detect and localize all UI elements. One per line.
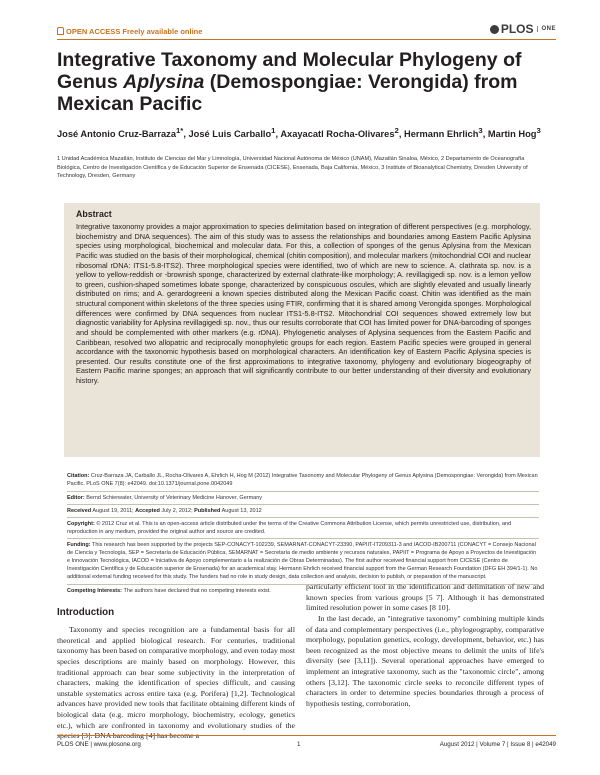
funding-text: This research has been supported by the projects SEP-CONACYT-102239, SEMARNAT-CONACYT-23390, PAPIIT-IT209311-3 and IACOD-IB200711 (CONACYT = Consejo Nacional de Ciencia y Tecnología, SEP = Secretaría de Educación Pública, SEMARNAT = Secretaría de medio ambiente y recursos naturales, PAPIIT = Programa de Apoyo a Proyectos de Investigación e Innovación Tecnológica, IACOD = Iniciativa de Apoyo complementario a la realización de Obras Determinadas). The first author received financial support from CICESE (Centro de Investigación Científica y de Educación superior de Ensenada) for an academical stay. Hermann Ehrlich received financial support from the German Research Foundation (DFG EH 394/1-1). No additional external funding received for this study. The funders had no role in study design, data collection and analysis, decision to publish, or preparation of the manuscript. bbox=[67, 542, 538, 580]
journal-logo[interactable] bbox=[490, 22, 556, 36]
author-affil-mark: 2 bbox=[394, 126, 399, 135]
title-genus: Aplysina bbox=[123, 71, 205, 93]
intro-col2-paragraph-2: In the last decade, an "integrative taxonomy" combining multiple kinds of data and complementary perspectives (i.e., phylogeography, comparative morphology, population genetics, ecology, development, behavior, etc.) has been recognized as the most objective means to delimit the units of life's diversity (see [3,11]). Several operational approaches have emerged to implement an integrative taxonomy, such as the "taxonomic circle", among others [3,12]. The taxonomic circle seeks to reconcile different types of characters in order to determine species boundaries through a process of hypothesis testing, corroboration, bbox=[306, 613, 544, 708]
copyright-text: © 2012 Cruz et al. This is an open-access article distributed under the terms of the Creative Commons Attribution License, which permits unrestricted use, distribution, and reproduction in any medium, provided the original author and source are credited. bbox=[67, 521, 512, 535]
title-text-2: (Demospongiae: Verongida) from Mexican Pacific bbox=[57, 71, 518, 115]
author-affil-mark: 3 bbox=[478, 126, 483, 135]
affiliations: 1 Unidad Académica Mazatlán, Instituto de Ciencias del Mar y Limnología, Universidad Nacional Autónoma de México (UNAM), Mazatlán Sinaloa, México, 2 Departamento de Oceanografía Biológica, Centro de Investigación Científica y de Educación Superior de Ensenada (CICESE), Ensenada, Baja California, México, 3 Institute of Bioanalytical Chemistry, Dresden University of Technology, Dresden, Germany bbox=[57, 156, 528, 180]
meta-divider bbox=[67, 491, 539, 492]
open-access-label: OPEN ACCESS Freely available online bbox=[66, 27, 203, 36]
author-affil-mark: 3 bbox=[536, 126, 541, 135]
copyright bbox=[67, 520, 539, 536]
received-date: August 19, 2011; bbox=[92, 508, 134, 514]
title-text-1: Integrative Taxonomy and Molecular Phylogeny of Genus bbox=[57, 49, 522, 93]
dates bbox=[67, 507, 539, 515]
citation-label: Citation: bbox=[67, 473, 90, 479]
published-date: August 13, 2012 bbox=[221, 508, 262, 514]
competing-text: The authors have declared that no competing interests exist. bbox=[123, 588, 271, 594]
footer-journal[interactable]: PLOS ONE | www.plosone.org bbox=[57, 741, 141, 748]
author-affil-mark: 1 bbox=[271, 126, 276, 135]
citation bbox=[67, 472, 539, 488]
abstract-text: Integrative taxonomy provides a major approximation to species delimitation based on integration of different perspectives (e.g. morphology, biochemistry and DNA sequences). The aim of this study was to assess the relationships and boundaries among Eastern Pacific Aplysina species using morphological, biochemical and molecular data. For this, a collection of sponges of the genus Aplysina from the Mexican Pacific was studied on the basis of their morphological, chemical (chitin composition), and molecular markers (mitochondrial COI and nuclear ribosomal rDNA: ITS1-5.8-ITS2). Three morphological species were identified, two of which are new to science. A. clathrata sp. nov. is a yellow to yellow-reddish or -brownish sponge, characterized by external clathrate-like morphology; A. revillagigedi sp. nov. is a lemon yellow to green, cushion-shaped sometimes lobate sponge, characterized by conspicuous oscules, which are slightly elevated and usually linearly distributed on rims; and A. gerardogreeni a known species distributed along the Mexican Pacific coast. Chitin was identified as the main structural component within skeletons of the three species using FTIR, confirming that it is shared among Verongida sponges. Morphological differences were confirmed by DNA sequences from nuclear ITS1-5.8-ITS2. Mitochondrial COI sequences showed extremely low but diagnostic variability for Aplysina revillagigedi sp. nov., thus our results corroborate that COI has limited power for DNA-barcoding of sponges and should be complemented with other markers (e.g. rDNA). Phylogenetic analyses of Aplysina sequences from the Eastern Pacific and Caribbean, resolved two allopatric and reciprocally monophyletic groups for each region. Eastern Pacific species were grouped in general accordance with the taxonomic hypothesis based on morphological characters. An identification key of Eastern Pacific Aplysina species is presented. Our results constitute one of the first approximations to integrative taxonomy, phylogeny and evolutionary biogeography of Eastern Pacific marine sponges; an approach that will significantly contribute to our better understanding of their diversity and evolutionary history. bbox=[76, 222, 531, 385]
accepted-label: Accepted bbox=[135, 508, 160, 514]
copyright-label: Copyright: bbox=[67, 521, 95, 527]
meta-divider bbox=[67, 538, 539, 539]
open-access-banner bbox=[57, 27, 202, 36]
accepted-date: July 2, 2012; bbox=[161, 508, 193, 514]
received-label: Received bbox=[67, 508, 92, 514]
funding bbox=[67, 541, 539, 581]
citation-text[interactable]: Cruz-Barraza JA, Carballo JL, Rocha-Olivares A, Ehrlich H, Hog M (2012) Integrative Taxonomy and Molecular Phylogeny of Genus Aplysina (Demospongiae: Verongida) from Mexican Pacific. PLoS ONE 7(8): e42049. doi:10.1371/journal.pone.0042049 bbox=[67, 473, 538, 487]
plos-logo-icon bbox=[490, 25, 499, 34]
journal-logo-text: PLOS bbox=[500, 22, 534, 36]
open-access-lock-icon bbox=[57, 27, 64, 35]
author-name[interactable]: José Antonio Cruz-Barraza bbox=[57, 129, 176, 140]
journal-logo-suffix: ONE bbox=[537, 26, 556, 32]
header-rule bbox=[57, 39, 556, 40]
author-name[interactable]: José Luis Carballo bbox=[188, 129, 272, 140]
author-name[interactable]: Axayacatl Rocha-Olivares bbox=[280, 129, 395, 140]
author-name[interactable]: Martin Hog bbox=[487, 129, 537, 140]
footer-rule bbox=[57, 735, 556, 736]
competing-label: Competing Interests: bbox=[67, 588, 123, 594]
intro-column-2 bbox=[306, 582, 544, 710]
author-list: José Antonio Cruz-Barraza$^{1*}$, José Luis Carballo$^1$, Axayacatl Rocha-Olivares$^2$, Hermann Ehrlich$^3$, Martin Hog$^3$ bbox=[57, 126, 541, 140]
meta-divider bbox=[67, 517, 539, 518]
author-affil-mark: 1* bbox=[176, 126, 184, 135]
author-name[interactable]: Hermann Ehrlich bbox=[404, 129, 479, 140]
meta-divider bbox=[67, 504, 539, 505]
intro-column-1: Taxonomy and species recognition are a fundamental basis for all theoretical and applied biological research. For centuries, traditional taxonomy has been based on comparative morphology, and even today most species descriptions are mainly based on morphology. However, this traditional approach can bear some subjectivity in the interpretation of characters, making the identification of species difficult, and causing unstable systematics across entire taxa (e.g. Porifera) [1,2]. Technological advances have provided new tools that facilitate obtaining different kinds of biological data (e.g. micro morphology, biochemistry, ecology, genetics etc.), which are confronted in taxonomy and evolutionary studies of the bbox=[57, 625, 295, 730]
footer-issue: August 2012 | Volume 7 | Issue 8 | e42049 bbox=[439, 741, 556, 748]
editor bbox=[67, 494, 539, 502]
introduction-heading: Introduction bbox=[57, 607, 115, 618]
funding-label: Funding: bbox=[67, 542, 91, 548]
abstract-heading: Abstract bbox=[76, 209, 112, 219]
published-label: Published bbox=[194, 508, 221, 514]
article-title bbox=[57, 49, 547, 115]
intro-col2-paragraph-1: particularly efficient tool in the identification and delimitation of new and known species from various groups [5 7]. Although it has demonstrated limited resolution power in some cases [8 10]. bbox=[306, 582, 544, 613]
editor-label: Editor: bbox=[67, 495, 85, 501]
page-number: 1 bbox=[297, 741, 301, 748]
editor-text: Bernd Schierwater, University of Veterinary Medicine Hanover, Germany bbox=[86, 495, 263, 501]
